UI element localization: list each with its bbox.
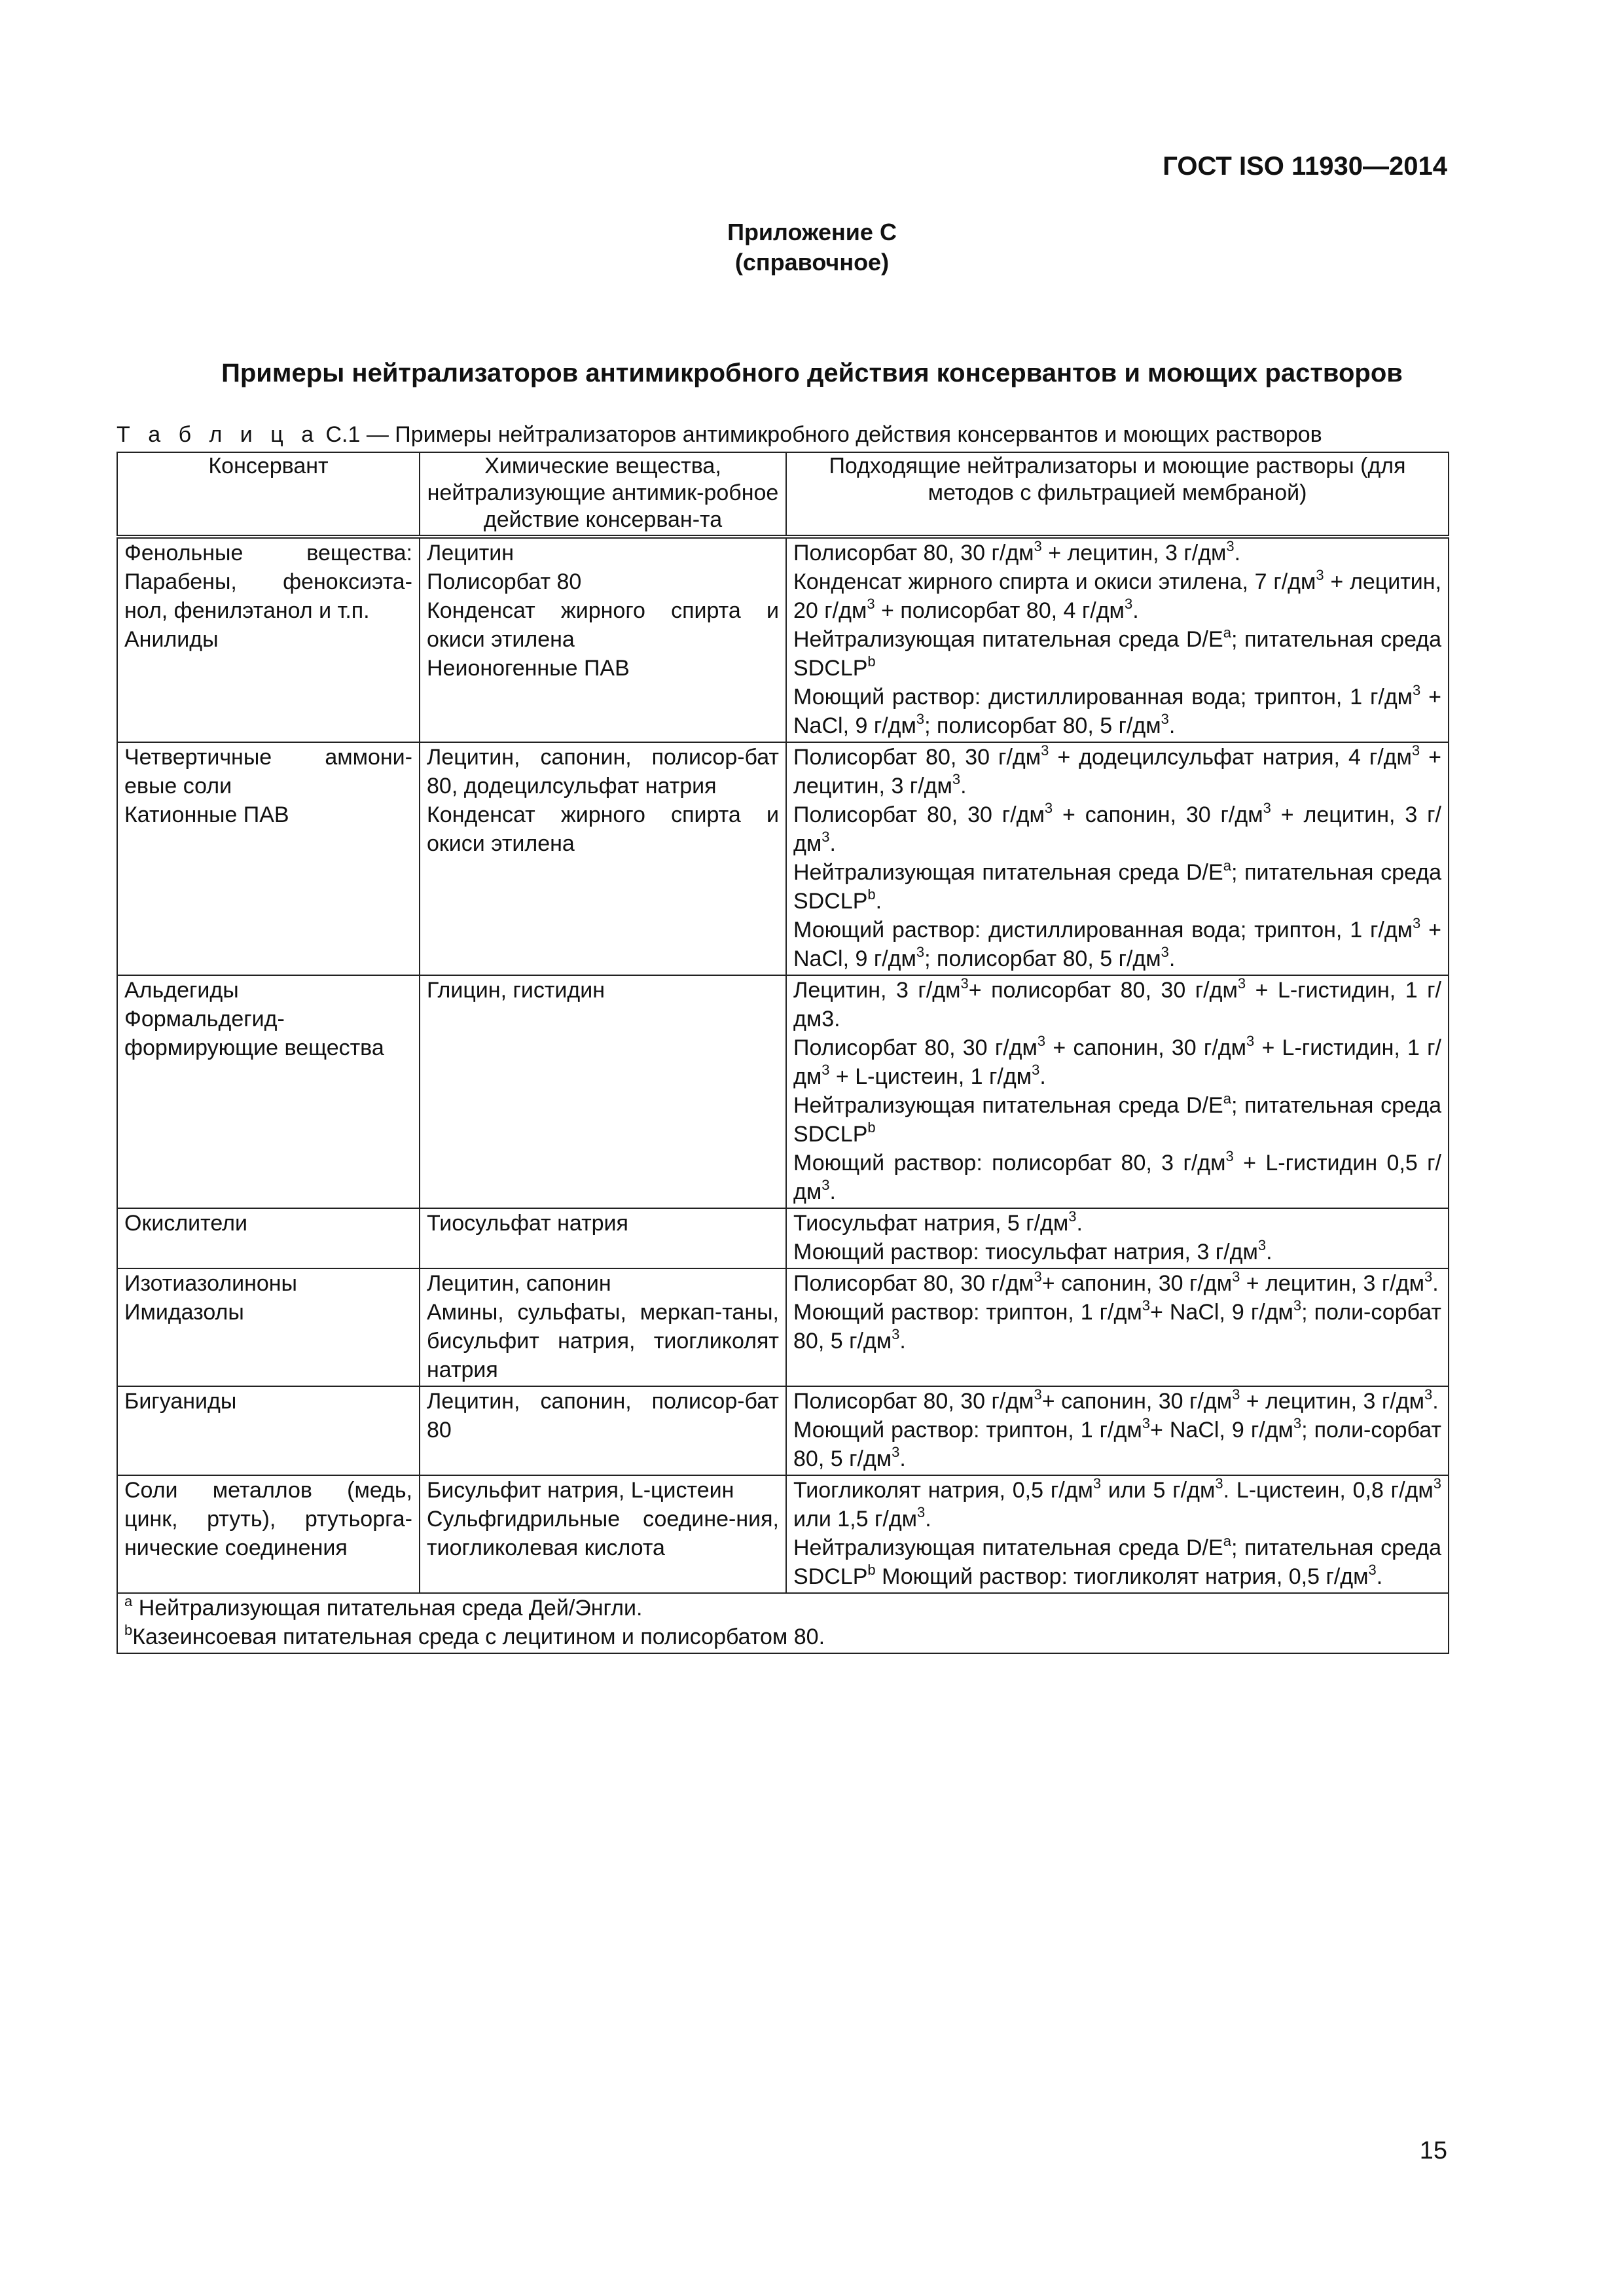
cell-line: Моющий раствор: полисорбат 80, 3 $г/дм^3$ + L-гистидин 0,5 $г/дм^3$.: [793, 1147, 1441, 1204]
cell-line: Лецитин, сапонин, полисор-бат 80, додецилсульфат натрия: [427, 745, 779, 798]
cell-line: Конденсат жирного спирта и окиси этилена: [427, 598, 779, 652]
cell-line: Полисорбат 80, 30 $г/дм^3+$ сапонин, 30 $г/дм^3$ + лецитин, 3 $г/дм^3$.: [793, 1386, 1439, 1414]
footnote-mark: a: [124, 1592, 133, 1609]
superscript: a: [1223, 1090, 1231, 1107]
cell-line: Полисорбат 80, 30 $г/дм^3$ + додецилсульфат натрия, 4 $г/дм^3$ + лецитин, 3 $г/дм^3$.: [793, 742, 1441, 798]
footnote-a: [124, 1594, 1441, 1623]
superscript: 3: [952, 770, 961, 787]
footnotes-cell: [117, 1593, 1449, 1653]
table-caption-text: С.1 — Примеры нейтрализаторов антимикробного действия консервантов и моющих растворов: [319, 422, 1322, 447]
header-chemicals: Химические вещества, нейтрализующие антимик-робное действие консерван-та: [420, 452, 786, 537]
superscript: 3: [892, 1443, 900, 1460]
cell-line: Нейтрализующая питательная среда $D/E^a$; питательная среда SDCLP$^b$: [793, 1090, 1441, 1147]
superscript: 3: [1263, 799, 1271, 816]
cell-line: Лецитин, 3 $г/дм^3+$ полисорбат 80, 30 $г/дм^3$ + L-гистидин, 1 г/дм3.: [793, 975, 1441, 1031]
superscript: 3: [1225, 1147, 1234, 1164]
cell-preservative: [117, 1475, 420, 1593]
cell-line: Тиосульфат натрия: [427, 1211, 628, 1236]
cell-line: Четвертичные аммони-евые соли: [124, 745, 412, 798]
superscript: 3: [917, 1503, 926, 1520]
page-title: Примеры нейтрализаторов антимикробного действия консервантов и моющих растворов: [221, 359, 1403, 387]
cell-chemicals: [420, 742, 786, 975]
cell-solutions: [786, 1268, 1449, 1386]
cell-line: Неионогенные ПАВ: [427, 656, 630, 681]
cell-preservative: [117, 1386, 420, 1475]
cell-line: Полисорбат 80, 30 $г/дм^3$ + сапонин, 30 $г/дм^3$ + лецитин, 3 $г/дм^3$.: [793, 799, 1442, 856]
cell-line: Моющий раствор: тиосульфат натрия, 3 $г/дм^3$.: [793, 1236, 1272, 1265]
cell-line: Нейтрализующая питательная среда $D/E^a$; питательная среда SDCLP$^b$ Моющий раствор: тиогликолят натрия, 0,5 $г/дм^3$.: [793, 1532, 1441, 1589]
superscript: 3: [1124, 595, 1133, 612]
header-solutions: Подходящие нейтрализаторы и моющие растворы (для методов с фильтрацией мембраной): [786, 452, 1449, 537]
cell-preservative: [117, 1268, 420, 1386]
cell-line: Лецитин, сапонин, полисор-бат 80: [427, 1389, 779, 1443]
superscript: 3: [1413, 681, 1421, 698]
cell-line: Амины, сульфаты, меркап-таны, бисульфит натрия, тиогликолят натрия: [427, 1300, 779, 1382]
appendix-status: (справочное): [734, 249, 890, 276]
cell-preservative: [117, 975, 420, 1208]
superscript: 3: [960, 975, 969, 992]
superscript: b: [867, 1561, 876, 1578]
cell-solutions: [786, 1208, 1449, 1268]
table-caption-prefix: Т а б л и ц а: [117, 422, 320, 447]
superscript: 3: [1413, 914, 1421, 931]
cell-preservative: [117, 742, 420, 975]
cell-line: Сульфгидрильные соедине-ния, тиогликолевая кислота: [427, 1507, 779, 1560]
footnote-b: [124, 1623, 1441, 1651]
superscript: a: [1223, 857, 1231, 874]
cell-line: Полисорбат 80: [427, 569, 582, 594]
page-number: 15: [1419, 2137, 1447, 2164]
superscript: 3: [1424, 1386, 1433, 1403]
superscript: 3: [1226, 537, 1235, 554]
superscript: 3: [821, 1061, 830, 1078]
superscript: 3: [892, 1325, 900, 1342]
superscript: a: [1223, 624, 1231, 641]
superscript: 3: [1433, 1475, 1441, 1492]
footnote-text: Казеинсоевая питательная среда с лецитином и полисорбатом 80.: [132, 1624, 825, 1649]
appendix-heading: [0, 217, 1624, 278]
cell-line: Лецитин: [427, 541, 514, 565]
cell-line: Бигуаниды: [124, 1389, 237, 1414]
cell-solutions: [786, 1386, 1449, 1475]
superscript: 3: [1142, 1414, 1150, 1431]
table-row: [117, 1386, 1449, 1475]
cell-line: Анилиды: [124, 627, 219, 652]
cell-solutions: [786, 537, 1449, 742]
superscript: 3: [1034, 1268, 1042, 1285]
superscript: a: [1223, 1532, 1231, 1549]
cell-line: Нейтрализующая питательная среда $D/E^a$; питательная среда SDCLP$^b$: [793, 624, 1441, 681]
footnote-mark: b: [124, 1621, 133, 1638]
cell-line: Тиогликолят натрия, 0,5 $г/дм^3$ или 5 $г/дм^3$. L-цистеин, 0,8 $г/дм^3$ или 1,5 $г/дм^3$.: [793, 1475, 1441, 1532]
superscript: b: [867, 886, 876, 903]
cell-line: Моющий раствор: триптон, 1 $г/дм^3+$ NaCl, 9 $г/дм^3$; поли-сорбат 80, 5 $г/дм^3$.: [793, 1414, 1442, 1471]
cell-line: Глицин, гистидин: [427, 978, 605, 1003]
cell-line: Бисульфит натрия, L-цистеин: [427, 1478, 734, 1503]
cell-solutions: [786, 742, 1449, 975]
superscript: 3: [916, 943, 925, 960]
cell-line: Изотиазолиноны: [124, 1271, 297, 1296]
cell-preservative: [117, 1208, 420, 1268]
superscript: 3: [1044, 799, 1053, 816]
cell-chemicals: [420, 1208, 786, 1268]
superscript: 3: [1092, 1475, 1102, 1492]
table-row: [117, 742, 1449, 975]
table-row: [117, 1268, 1449, 1386]
table-row: [117, 1208, 1449, 1268]
superscript: 3: [1161, 943, 1169, 960]
superscript: 3: [1232, 1386, 1240, 1403]
table-row: [117, 537, 1449, 742]
cell-chemicals: [420, 1268, 786, 1386]
cell-chemicals: [420, 1386, 786, 1475]
header-preservative: Консервант: [117, 452, 420, 537]
superscript: b: [867, 653, 876, 670]
cell-line: Тиосульфат натрия, 5 $г/дм^3$.: [793, 1208, 1083, 1236]
cell-line: Катионные ПАВ: [124, 802, 289, 827]
footnote-text: Нейтрализующая питательная среда Дей/Энгли.: [132, 1596, 643, 1621]
superscript: 3: [821, 828, 830, 845]
cell-line: Фенольные вещества: Парабены, феноксиэта-нол, фенилэтанол и т.п.: [124, 541, 412, 623]
superscript: 3: [821, 1176, 830, 1193]
table-caption: [117, 422, 1322, 448]
superscript: 3: [1041, 742, 1049, 759]
superscript: 3: [1037, 1032, 1046, 1049]
cell-solutions: [786, 975, 1449, 1208]
superscript: 3: [1368, 1561, 1377, 1578]
neutralizers-table: [117, 452, 1449, 1654]
superscript: b: [867, 1119, 876, 1136]
superscript: 3: [1424, 1268, 1433, 1285]
cell-line: Альдегиды: [124, 978, 239, 1003]
appendix-title: Приложение С: [727, 219, 897, 245]
cell-line: Полисорбат 80, 30 $г/дм^3$ + лецитин, 3 $г/дм^3$.: [793, 537, 1241, 565]
cell-line: Полисорбат 80, 30 $г/дм^3+$ сапонин, 30 $г/дм^3$ + лецитин, 3 $г/дм^3$.: [793, 1268, 1439, 1296]
cell-chemicals: [420, 1475, 786, 1593]
superscript: 3: [1293, 1297, 1302, 1314]
superscript: 3: [1316, 566, 1324, 583]
document-code: ГОСТ ISO 11930—2014: [1163, 152, 1447, 181]
cell-line: Формальдегид-формирующие вещества: [124, 1007, 384, 1060]
footnotes-row: [117, 1593, 1449, 1653]
superscript: 3: [1032, 1061, 1040, 1078]
cell-line: Моющий раствор: триптон, 1 $г/дм^3+$ NaCl, 9 $г/дм^3$; поли-сорбат 80, 5 $г/дм^3$.: [793, 1297, 1442, 1354]
cell-chemicals: [420, 975, 786, 1208]
cell-line: Конденсат жирного спирта и окиси этилена: [427, 802, 779, 856]
cell-chemicals: [420, 537, 786, 742]
cell-solutions: [786, 1475, 1449, 1593]
superscript: 3: [1293, 1414, 1302, 1431]
cell-line: Нейтрализующая питательная среда $D/E^a$; питательная среда SDCLP$^b$.: [793, 857, 1441, 914]
cell-line: Имидазолы: [124, 1300, 244, 1325]
table-row: [117, 975, 1449, 1208]
table-body: [117, 537, 1449, 1593]
superscript: 3: [1237, 975, 1246, 992]
superscript: 3: [867, 595, 875, 612]
cell-line: Полисорбат 80, 30 $г/дм^3$ + сапонин, 30 $г/дм^3$ + L-гистидин, 1 $г/дм^3$ + L-цистеин, 1 $г/дм^3$.: [793, 1032, 1442, 1089]
cell-line: Конденсат жирного спирта и окиси этилена, 7 $г/дм^3$ + лецитин, 20 $г/дм^3$ + полисорбат 80, 4 $г/дм^3$.: [793, 566, 1441, 623]
table-row: [117, 1475, 1449, 1593]
superscript: 3: [1257, 1236, 1267, 1253]
superscript: 3: [1034, 537, 1042, 554]
superscript: 3: [1161, 710, 1169, 727]
superscript: 3: [1142, 1297, 1150, 1314]
superscript: 3: [916, 710, 925, 727]
cell-preservative: [117, 537, 420, 742]
superscript: 3: [1034, 1386, 1042, 1403]
cell-line: Моющий раствор: дистиллированная вода; триптон, 1 $г/дм^3$ + NaCl, 9 $г/дм^3$; полисорбат 80, 5 $г/дм^3$.: [793, 681, 1441, 738]
cell-line: Соли металлов (медь, цинк, ртуть), ртутьорга-нические соединения: [124, 1478, 412, 1560]
superscript: 3: [1215, 1475, 1223, 1492]
table-header-row: [117, 452, 1449, 537]
superscript: 3: [1246, 1032, 1255, 1049]
superscript: 3: [1068, 1208, 1077, 1225]
cell-line: Лецитин, сапонин: [427, 1271, 611, 1296]
cell-line: Окислители: [124, 1211, 247, 1236]
superscript: 3: [1411, 742, 1420, 759]
superscript: 3: [1232, 1268, 1240, 1285]
cell-line: Моющий раствор: дистиллированная вода; триптон, 1 $г/дм^3$ + NaCl, 9 $г/дм^3$; полисорбат 80, 5 $г/дм^3$.: [793, 914, 1441, 971]
